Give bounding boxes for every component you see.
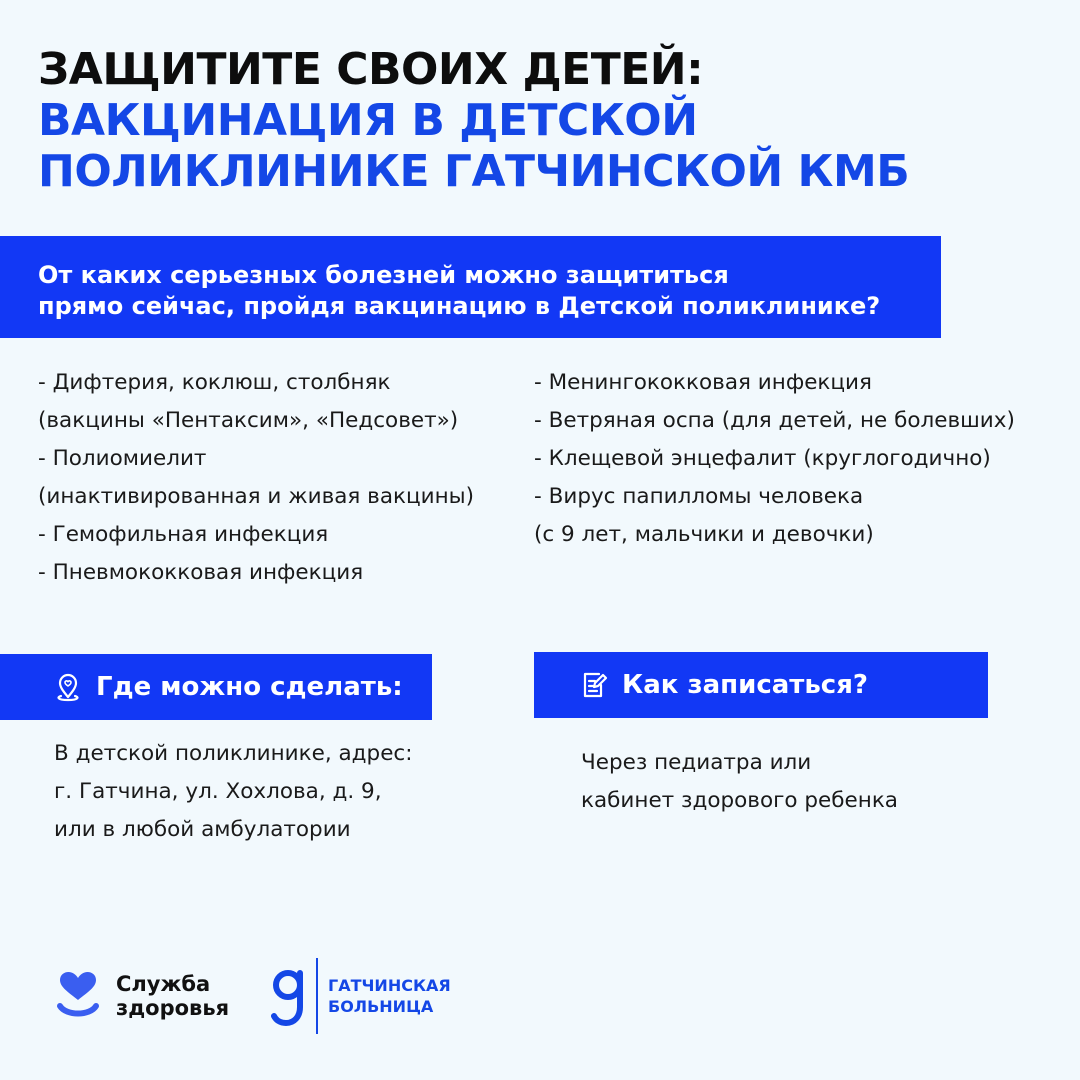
g-letter-icon	[270, 961, 306, 1031]
where-line: или в любой амбулатории	[54, 817, 351, 842]
question-line-2: прямо сейчас, пройдя вакцинацию в Детской поликлинике?	[38, 292, 881, 320]
title-line-1: ЗАЩИТИТЕ СВОИХ ДЕТЕЙ:	[38, 44, 704, 95]
list-item: (с 9 лет, мальчики и девочки)	[534, 522, 874, 547]
where-heading: Где можно сделать:	[96, 672, 403, 702]
how-line: кабинет здорового ребенка	[581, 788, 898, 813]
list-item: - Ветряная оспа (для детей, не болевших)	[534, 408, 1015, 433]
list-item: - Дифтерия, коклюш, столбняк	[38, 370, 391, 395]
how-heading: Как записаться?	[622, 670, 868, 700]
title-line-3: ПОЛИКЛИНИКЕ ГАТЧИНСКОЙ КМБ	[38, 146, 910, 197]
where-line: В детской поликлинике, адрес:	[54, 741, 413, 766]
logo-divider	[316, 958, 318, 1034]
page-title	[38, 44, 909, 197]
how-banner	[534, 652, 988, 718]
list-item: - Вирус папилломы человека	[534, 484, 864, 509]
list-item: - Клещевой энцефалит (круглогодично)	[534, 446, 991, 471]
question-banner	[0, 236, 941, 338]
edit-document-icon	[580, 670, 608, 700]
list-item: - Менингококковая инфекция	[534, 370, 872, 395]
heart-smile-icon	[54, 970, 102, 1022]
location-pin-icon	[54, 672, 82, 702]
list-item: (вакцины «Пентаксим», «Педсовет»)	[38, 408, 459, 433]
list-item: - Пневмококковая инфекция	[38, 560, 364, 585]
question-line-1: От каких серьезных болезней можно защититься	[38, 261, 729, 289]
gatch-line-2: БОЛЬНИЦА	[328, 997, 434, 1016]
list-item: (инактивированная и живая вакцины)	[38, 484, 475, 509]
where-banner	[0, 654, 432, 720]
list-item: - Полиомиелит	[38, 446, 207, 471]
how-line: Через педиатра или	[581, 750, 812, 775]
sluzhba-line-2: здоровья	[116, 996, 230, 1020]
gatch-line-1: ГАТЧИНСКАЯ	[328, 976, 451, 995]
disease-list-left	[38, 364, 528, 592]
where-line: г. Гатчина, ул. Хохлова, д. 9,	[54, 779, 382, 804]
gatchinskaya-bolnitsa-logo	[270, 958, 451, 1034]
how-info	[581, 744, 898, 820]
title-line-2: ВАКЦИНАЦИЯ В ДЕТСКОЙ	[38, 95, 698, 146]
list-item: - Гемофильная инфекция	[38, 522, 329, 547]
sluzhba-zdorovya-logo	[54, 970, 229, 1022]
disease-list-right	[534, 364, 1074, 554]
sluzhba-line-1: Служба	[116, 972, 211, 996]
where-info	[54, 735, 413, 849]
